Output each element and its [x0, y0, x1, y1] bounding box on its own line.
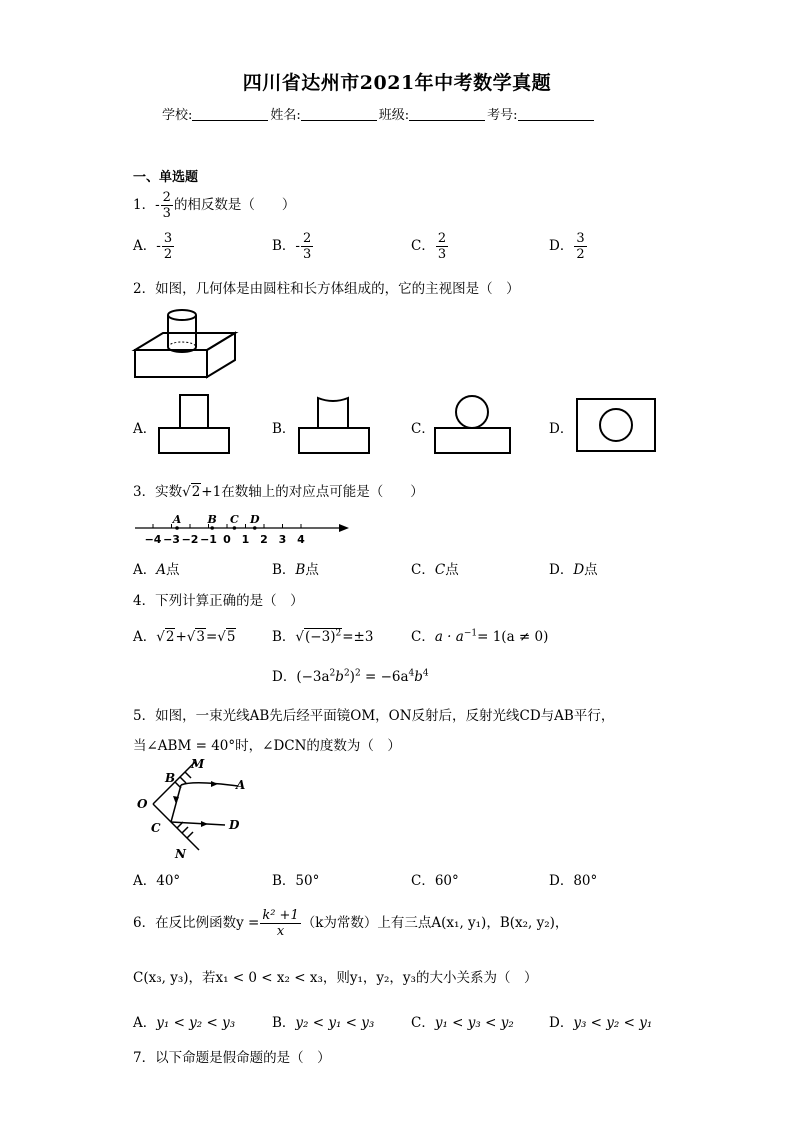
label-n: N	[175, 847, 186, 861]
q6-den: x	[276, 924, 285, 939]
q1-stem: 的相反数是（ ）	[173, 197, 296, 213]
option-fraction	[301, 231, 313, 262]
q1-option-c	[411, 231, 449, 262]
option-word: 点	[445, 562, 459, 578]
axis-tick-label: −1	[200, 533, 217, 546]
info-class-blank	[409, 108, 485, 121]
q4d-e4: 4	[408, 668, 415, 679]
option-label: D．	[549, 873, 574, 889]
option-sign: -	[156, 238, 161, 254]
q1-den: 3	[162, 206, 171, 221]
option-point: D	[573, 562, 585, 578]
question-7: 7．以下命题是假命题的是（ ）	[133, 1050, 331, 1066]
q6-option-b	[272, 1011, 374, 1031]
q4d-e2: 2	[343, 668, 350, 679]
q2-option-b-figure	[298, 392, 370, 456]
q4-option-d	[272, 665, 429, 685]
axis-point-label: A	[172, 513, 182, 526]
q4d-b2: b	[414, 669, 423, 685]
q6-option-c	[411, 1011, 514, 1031]
info-name-label: 姓名:	[270, 108, 301, 123]
option-fraction	[574, 231, 586, 262]
label-d: D	[229, 818, 240, 832]
question-2: 2．如图，几何体是由圆柱和长方体组成的，它的主视图是（ ）	[133, 281, 520, 297]
label-m: M	[191, 757, 205, 771]
option-label: B．	[272, 873, 296, 889]
option-value: y₃ < y₂ < y₁	[573, 1015, 653, 1031]
option-label: C．	[411, 238, 435, 254]
axis-tick-label: 3	[278, 533, 287, 546]
label-a: A	[236, 778, 246, 792]
option-fraction	[162, 231, 174, 262]
axis-point-label: C	[230, 513, 239, 526]
axis-point-label: D	[249, 513, 260, 526]
option-point: C	[434, 562, 446, 578]
option-num: 3	[576, 231, 585, 246]
option-value: 40°	[156, 873, 181, 889]
q4d-e1: 2	[329, 668, 336, 679]
q4-option-c	[411, 625, 548, 645]
axis-point	[233, 526, 237, 530]
option-num: 3	[163, 231, 173, 246]
q4-option-a: A．√2+√3=√5	[133, 629, 236, 645]
question-4: 4．下列计算正确的是（ ）	[133, 593, 304, 609]
option-value: 50°	[295, 873, 320, 889]
option-den: 3	[302, 247, 312, 262]
option-fraction	[436, 231, 448, 262]
q2-option-c-figure	[433, 394, 513, 456]
option-label: B．	[272, 629, 296, 645]
axis-tick-label: −4	[144, 533, 162, 546]
option-word: 点	[584, 562, 598, 578]
axis-tick-label: −3	[163, 533, 180, 546]
q3-number-line	[133, 508, 353, 548]
section-heading: 一、单选题	[133, 170, 199, 185]
option-point: A	[156, 562, 166, 578]
q3-option-c	[411, 558, 459, 578]
q4a-r1: 2	[165, 629, 175, 645]
q4a-plus: +	[175, 629, 187, 645]
q2-option-a-figure	[158, 394, 230, 456]
option-label: D．	[549, 562, 574, 578]
axis-tick-label: 0	[223, 533, 231, 546]
q4b-exp: 2	[335, 628, 342, 639]
q1-option-d	[549, 231, 588, 262]
option-label: C．	[411, 562, 435, 578]
option-sign: -	[295, 238, 300, 254]
q4c-expr: a · a	[434, 629, 464, 645]
q4d-b: b	[335, 669, 344, 685]
label-o: O	[137, 797, 148, 811]
axis-point-label: B	[207, 513, 217, 526]
q4b-radicand	[304, 628, 342, 645]
q4d-e5: 4	[422, 668, 429, 679]
option-label: A．	[133, 562, 157, 578]
q4d-lhs: (−3a	[296, 669, 330, 685]
label-c: C	[151, 821, 161, 835]
q3-option-d	[549, 558, 598, 578]
q6-option-a	[133, 1011, 235, 1031]
option-label: A．	[133, 1015, 157, 1031]
option-num: 2	[437, 231, 447, 246]
q1-option-b	[272, 231, 314, 262]
info-class-label: 班级:	[378, 108, 410, 123]
q4d-close: )	[349, 669, 355, 685]
q1-number: 1．	[133, 197, 156, 213]
question-5-line-1: 5．如图，一束光线AB先后经平面镜OM，ON反射后，反射光线CD与AB平行，	[133, 708, 615, 724]
q5-option-d	[549, 869, 597, 889]
q4a-eq: =	[205, 629, 218, 645]
option-label: C．	[411, 873, 435, 889]
q3-plus-one: +1	[201, 484, 222, 500]
info-name-blank	[301, 108, 377, 121]
q2-label-d: D．	[549, 421, 574, 437]
option-label: C．	[411, 629, 435, 645]
q4-option-b: B．$√(-3)^2=\pm 3$	[272, 628, 374, 645]
q2-option-d-figure	[576, 398, 658, 456]
axis-point	[210, 526, 214, 530]
option-den: 2	[576, 247, 585, 262]
option-value: y₁ < y₃ < y₂	[434, 1015, 514, 1031]
q1-fraction	[161, 190, 173, 221]
q4b-eq: =±3	[342, 629, 374, 645]
axis-tick-label: 2	[260, 533, 268, 546]
q2-solid-figure	[130, 305, 240, 380]
option-value: y₁ < y₂ < y₃	[156, 1015, 236, 1031]
option-label: D．	[549, 1015, 574, 1031]
question-5-line-2: 当∠ABM = 40°时，∠DCN的度数为（ ）	[133, 738, 401, 754]
option-word: 点	[166, 562, 180, 578]
student-info-line	[162, 104, 596, 123]
option-point: B	[295, 562, 306, 578]
q2-label-c: C．	[411, 421, 435, 437]
q1-sign: -	[155, 197, 160, 213]
option-word: 点	[305, 562, 319, 578]
q5-mirror-figure	[133, 756, 263, 861]
question-6-line-1	[133, 908, 568, 939]
q5-option-a	[133, 869, 180, 889]
option-label: A．	[133, 629, 157, 645]
q4b-inner: (−3)	[305, 629, 336, 645]
q1-num: 2	[162, 190, 171, 205]
axis-tick-label: −2	[181, 533, 199, 546]
question-1	[133, 190, 295, 221]
axis-tick-label: 4	[297, 533, 305, 546]
option-label: D．	[549, 238, 574, 254]
option-label: D．	[272, 669, 297, 685]
q6-option-d	[549, 1011, 652, 1031]
q4d-e3: 2	[354, 668, 361, 679]
option-label: B．	[272, 562, 296, 578]
q4c-rest: = 1(a ≠ 0)	[477, 629, 549, 645]
label-b: B	[165, 771, 176, 785]
axis-arrow	[339, 524, 349, 532]
option-label: B．	[272, 1015, 296, 1031]
q6-num: k² +1	[262, 908, 299, 923]
q3-option-a	[133, 558, 180, 578]
q4c-exp: −1	[463, 628, 478, 639]
q1-option-a	[133, 231, 175, 262]
page-title: 四川省达州市2021年中考数学真题	[242, 72, 552, 94]
q4d-eq: = −6a	[360, 669, 409, 685]
q3-option-b	[272, 558, 319, 578]
q3-sqrt: √2	[182, 484, 201, 500]
axis-point	[253, 526, 257, 530]
question-3	[133, 480, 424, 500]
q3-prefix: 3．实数	[133, 484, 183, 500]
q6-mid: （k为常数）上有三点A(x₁, y₁)，B(x₂, y₂)，	[301, 915, 569, 931]
axis-point	[175, 526, 179, 530]
q6-prefix: 6．在反比例函数y =	[133, 915, 260, 931]
q5-option-b	[272, 869, 319, 889]
option-label: B．	[272, 238, 296, 254]
info-id-blank	[518, 108, 594, 121]
q2-label-b: B．	[272, 421, 296, 437]
q4a-r3: 5	[226, 629, 236, 645]
q5-option-c	[411, 869, 459, 889]
option-value: y₂ < y₁ < y₃	[295, 1015, 375, 1031]
option-label: C．	[411, 1015, 435, 1031]
option-label: A．	[133, 873, 157, 889]
option-den: 3	[437, 247, 447, 262]
info-id-label: 考号:	[487, 108, 518, 123]
option-value: 60°	[434, 873, 459, 889]
q2-label-a: A．	[133, 421, 157, 437]
axis-tick-label: 1	[241, 533, 250, 546]
option-label: A．	[133, 238, 157, 254]
info-school-blank	[192, 108, 268, 121]
option-den: 2	[163, 247, 173, 262]
option-num: 2	[302, 231, 312, 246]
question-6-line-2: C(x₃, y₃)，若x₁ < 0 < x₂ < x₃，则y₁，y₂，y₃的大小关系为（ ）	[133, 970, 538, 986]
option-value: 80°	[573, 873, 598, 889]
q4a-r2: 3	[196, 629, 205, 645]
q3-suffix: 在数轴上的对应点可能是（ ）	[221, 484, 424, 500]
q6-fraction	[260, 908, 300, 939]
q3-radicand: 2	[191, 484, 201, 500]
info-school-label: 学校:	[162, 108, 193, 123]
